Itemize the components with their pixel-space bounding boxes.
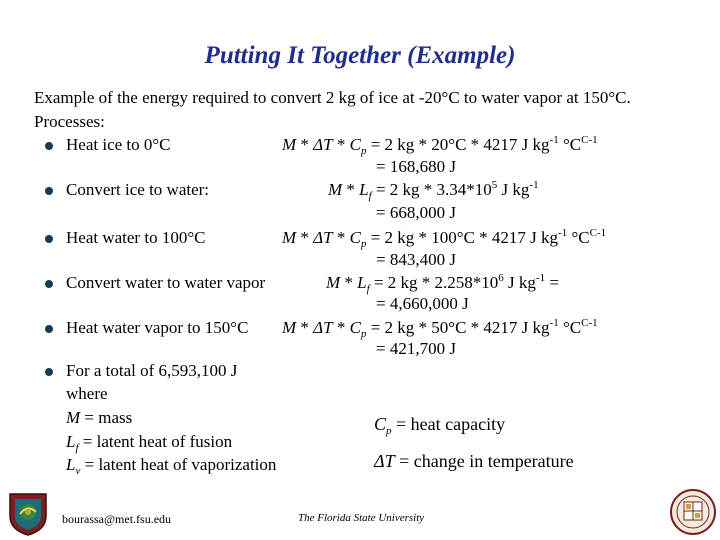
fusion-definition: $L_f$ = latent heat of fusion [66, 432, 233, 454]
step-result: = 168,680 J [376, 157, 456, 176]
step-result: = 4,660,000 J [376, 294, 469, 313]
step-equation: $M * L_f = 2$ kg * $3.34*10^5$ J $kg^{-1}$ [328, 179, 539, 202]
step-label: Heat ice to 0°C [66, 135, 171, 154]
bullet [45, 325, 53, 333]
page-title: Putting It Together (Example) [204, 42, 516, 69]
fsu-meteorology-seal-icon [6, 490, 50, 536]
step-label: Heat water to 100°C [66, 228, 206, 247]
heat-capacity-definition: $C_p$ = heat capacity [374, 414, 506, 437]
step-equation: $M * \Delta T * C_p = 2$ kg * 100°C * 4217 J $kg^{-1}$ $^\circ C^{C-1}$ [282, 227, 607, 250]
step-equation: $M * \Delta T * C_p = 2$ kg * 50°C * 4217 J $kg^{-1}$ $^\circ C^{C-1}$ [282, 317, 598, 340]
footer-university: The Florida State University [298, 512, 425, 524]
step-result: = 843,400 J [376, 250, 456, 269]
bullet [45, 280, 53, 288]
total-line: For a total of 6,593,100 J [66, 361, 238, 380]
step-label: Convert water to water vapor [66, 273, 266, 292]
vaporization-definition: $L_v$ = latent heat of vaporization [66, 455, 277, 477]
delta-t-definition: ΔT = change in temperature [374, 451, 574, 471]
mass-definition: M = mass [66, 408, 133, 427]
bullet [45, 142, 53, 150]
intro-text: Example of the energy required to convert 2 kg of ice at -20°C to water vapor at 150°C. [34, 88, 631, 107]
bullet [45, 235, 53, 243]
bullet [45, 187, 53, 195]
step-result: = 668,000 J [376, 203, 456, 222]
step-result: = 421,700 J [376, 339, 456, 358]
processes-label: Processes: [34, 112, 105, 131]
where-text: where [66, 384, 108, 403]
step-label: Heat water vapor to 150°C [66, 318, 249, 337]
step-equation: $M * \Delta T * C_p = 2$ kg * 20°C * 4217 J $kg^{-1}$ $^\circ C^{C-1}$ [282, 134, 598, 157]
step-label: Convert ice to water: [66, 180, 210, 199]
step-equation: $M * L_f = 2$ kg * $2.258*10^6$ J $kg^{-1}$ = [326, 272, 559, 295]
fsu-university-seal-icon [669, 488, 717, 536]
bullet [45, 368, 53, 376]
footer-email[interactable]: bourassa@met.fsu.edu [62, 512, 172, 526]
